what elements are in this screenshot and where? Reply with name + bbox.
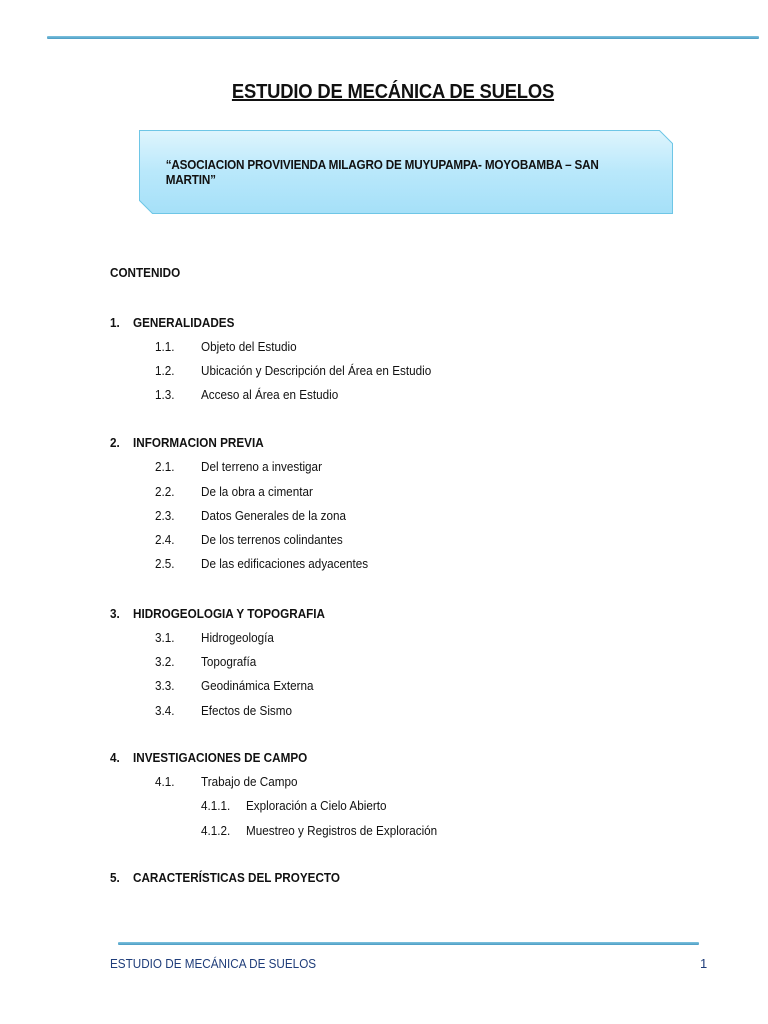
- page-number: 1: [700, 956, 708, 971]
- footer-rule: [118, 942, 699, 945]
- document-title: ESTUDIO DE MECÁNICA DE SUELOS: [231, 81, 555, 103]
- table-of-contents: CONTENIDO 1. GENERALIDADES 1.1. Objeto del Estudio 1.2. Ubicación y Descripción del Área en Estudio 1.3. Acceso al Área en Estudio 2. INFORMACION PREVIA 2.1. Del terreno a investigar 2.2. De la obra a cimentar 2.3. Datos Generales de la zona 2.4. De los terrenos colindantes 2.5. De las edificaciones adyacentes 3. HIDROGEOLOGIA Y TOPOGRAFIA 3.1. Hidrogeología 3.2. Topografía 3.3. Geodinámica Externa 3.4. Efectos de Sismo 4. INVESTIGACIONES DE CAMPO 4.1. Trabajo de Campo 4.1.1. Exploración a Cielo Abierto 4.1.2. Muestreo y Registros de Exploración 5. CARACTERÍSTICAS DEL PROYECTO: [110, 265, 438, 885]
- footer-title: ESTUDIO DE MECÁNICA DE SUELOS: [110, 956, 317, 971]
- project-name: “ASOCIACION PROVIVIENDA MILAGRO DE MUYUPAMPA- MOYOBAMBA – SAN MARTIN”: [165, 157, 599, 187]
- contents-heading: CONTENIDO: [110, 265, 181, 280]
